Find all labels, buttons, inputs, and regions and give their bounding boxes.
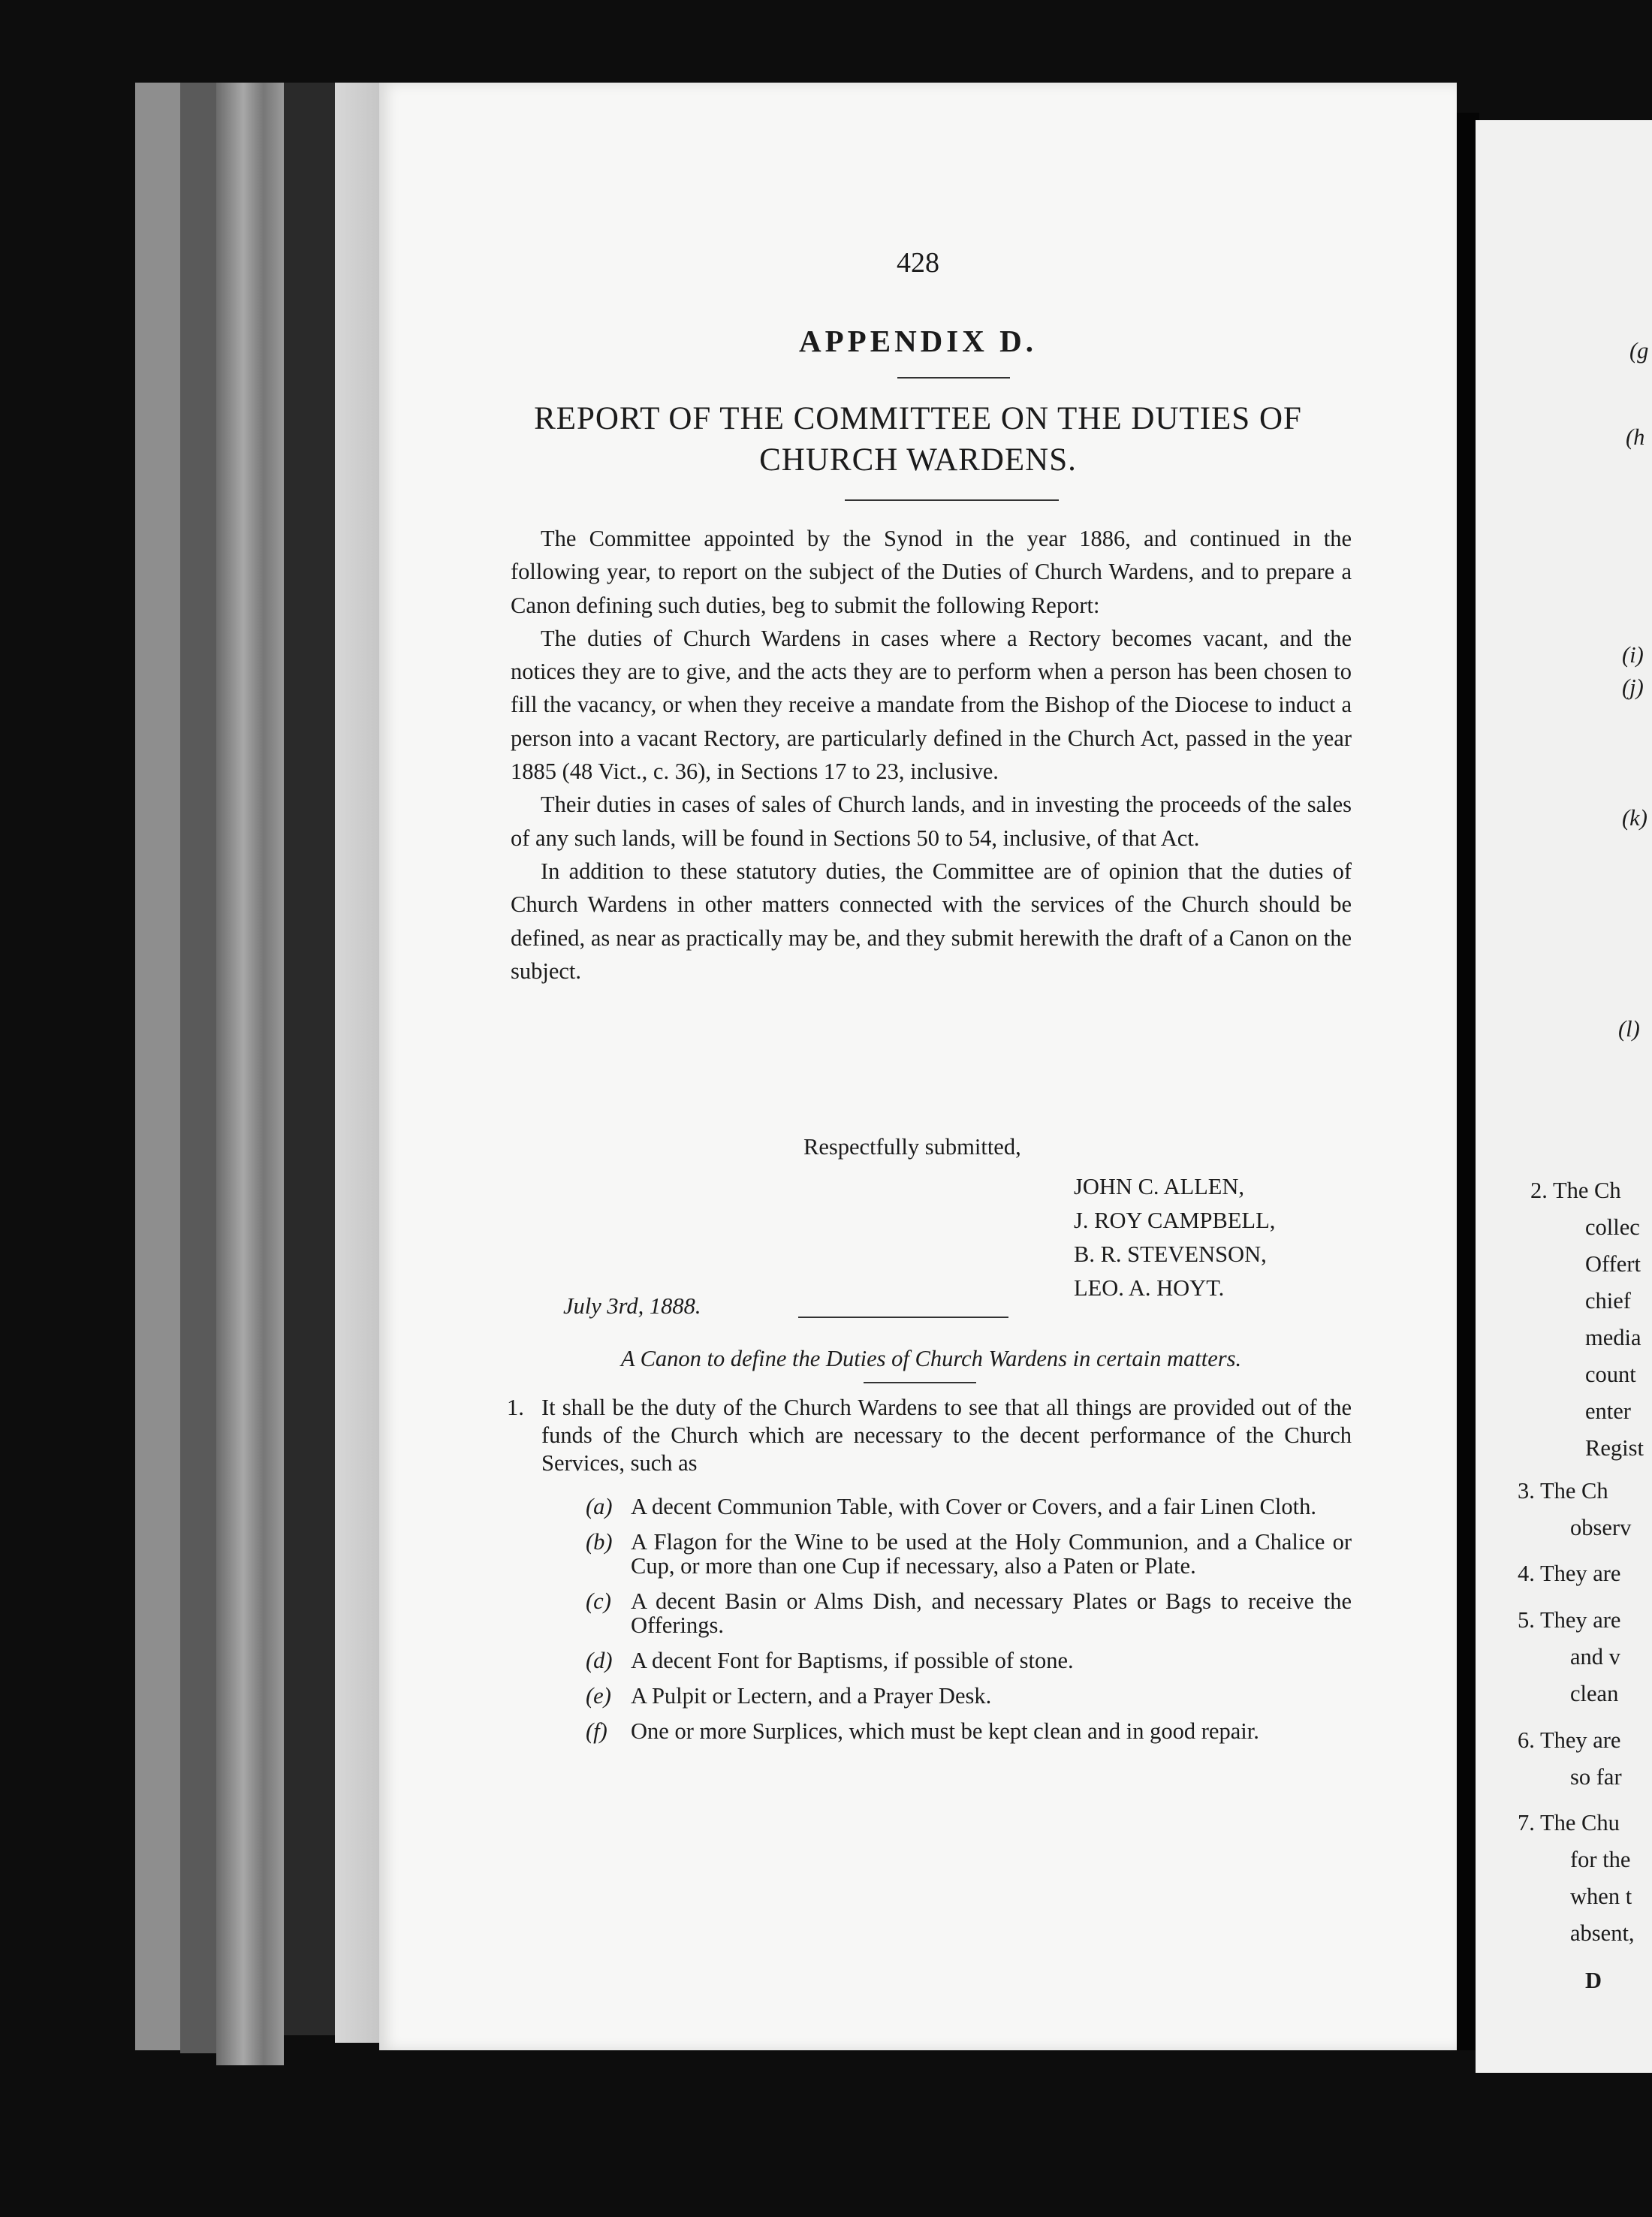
fragment: (i): [1622, 642, 1644, 668]
clause-text: It shall be the duty of the Church Wardens to see that all things are provided out of the funds of the Church which are necessary to the decent performance of the Church Services, such as: [541, 1395, 1352, 1476]
clause-number: 1.: [507, 1395, 524, 1420]
list-item: [586, 1684, 1352, 1708]
page-edge: [216, 83, 284, 2065]
item-letter: (a): [586, 1494, 613, 1519]
fragment: when t: [1570, 1884, 1632, 1909]
signatory: LEO. A. HOYT.: [1074, 1275, 1225, 1301]
item-letter: (d): [586, 1648, 613, 1673]
item-text: A decent Font for Baptisms, if possible of stone.: [631, 1648, 1074, 1673]
page-edge: [180, 83, 216, 2053]
paragraph: In addition to these statutory duties, the Committee are of opinion that the duties of Church Wardens in other matters connected with the services of the Church should be defined, as near as practically may be, and they submit herewith the draft of a Canon on the subject.: [511, 858, 1352, 984]
fragment: 3. The Ch: [1518, 1478, 1608, 1504]
fragment: Regist: [1585, 1435, 1644, 1461]
canon-title: A Canon to define the Duties of Church Wardens in certain matters.: [620, 1346, 1242, 1371]
divider: [897, 377, 1010, 379]
report-body: [511, 522, 1352, 988]
divider: [798, 1317, 1008, 1318]
fragment: Offert: [1585, 1251, 1641, 1277]
fragment: 7. The Chu: [1518, 1810, 1620, 1835]
signatories: [1074, 1170, 1275, 1305]
canon-clause: [507, 1394, 1352, 1477]
item-text: A decent Communion Table, with Cover or Covers, and a fair Linen Cloth.: [631, 1494, 1316, 1519]
fragment: 4. They are: [1518, 1561, 1621, 1586]
page-number: 428: [897, 247, 939, 279]
list-item: [586, 1648, 1352, 1673]
report-title: REPORT OF THE COMMITTEE ON THE DUTIES OF CHURCH WARDENS.: [534, 401, 1302, 478]
paragraph: Their duties in cases of sales of Church lands, and in investing the proceeds of the sales of any such lands, will be found in Sections 50 to 54, inclusive, of that Act.: [511, 792, 1352, 851]
appendix-heading: APPENDIX D.: [799, 324, 1037, 358]
list-item: [586, 1719, 1352, 1743]
fragment: chief: [1585, 1288, 1631, 1314]
fragment: so far: [1570, 1764, 1622, 1790]
page-edge: [335, 83, 380, 2043]
fragment: for the: [1570, 1847, 1631, 1872]
requirements-list: [586, 1495, 1352, 1754]
fragment: (h: [1626, 424, 1645, 450]
fragment: 6. They are: [1518, 1727, 1621, 1753]
fragment: collec: [1585, 1214, 1640, 1240]
page-edge: [135, 83, 180, 2050]
report-date: [563, 1293, 701, 1320]
divider: [845, 499, 1059, 501]
fragment: (k): [1622, 805, 1647, 831]
submitted-line: Respectfully submitted,: [803, 1134, 1021, 1160]
date-text: July 3rd, 1888.: [563, 1293, 701, 1319]
signatory: J. ROY CAMPBELL,: [1074, 1208, 1276, 1233]
fragment: and v: [1570, 1644, 1620, 1670]
fragment: absent,: [1570, 1920, 1635, 1946]
divider: [864, 1382, 976, 1383]
fragment: D: [1585, 1968, 1602, 1993]
fragment: count: [1585, 1362, 1636, 1387]
list-item: [586, 1589, 1352, 1637]
fragment: clean: [1570, 1681, 1619, 1706]
fragment: (j): [1622, 674, 1644, 700]
fragment: enter: [1585, 1398, 1631, 1424]
signatory: JOHN C. ALLEN,: [1074, 1174, 1245, 1199]
item-letter: (c): [586, 1588, 611, 1614]
item-text: A Pulpit or Lectern, and a Prayer Desk.: [631, 1683, 992, 1709]
item-text: A decent Basin or Alms Dish, and necessary Plates or Bags to receive the Offerings.: [631, 1588, 1352, 1638]
item-letter: (e): [586, 1683, 611, 1709]
fragment: observ: [1570, 1515, 1632, 1540]
list-item: [586, 1530, 1352, 1578]
item-text: One or more Surplices, which must be kept clean and in good repair.: [631, 1718, 1259, 1744]
fragment: (l): [1618, 1016, 1640, 1042]
fragment: 2. The Ch: [1530, 1178, 1621, 1203]
signatory: B. R. STEVENSON,: [1074, 1241, 1267, 1267]
fragment: 5. They are: [1518, 1607, 1621, 1633]
page-edge: [284, 83, 335, 2035]
item-letter: (b): [586, 1529, 613, 1555]
left-page: [379, 83, 1457, 2050]
fragment: media: [1585, 1325, 1641, 1350]
paragraph: The duties of Church Wardens in cases where a Rectory becomes vacant, and the notices they are to give, and the acts they are to perform when a person has been chosen to fill the vacancy, or when they receive a mandate from the Bishop of the Diocese to induct a person into a vacant Rectory, are particularly defined in the Church Act, passed in the year 1885 (48 Vict., c. 36), in Sections 17 to 23, inclusive.: [511, 625, 1352, 785]
fragment: (g: [1629, 338, 1649, 363]
list-item: [586, 1495, 1352, 1519]
paragraph: The Committee appointed by the Synod in the year 1886, and continued in the following year, to report on the subject of the Duties of Church Wardens, and to prepare a Canon defining such duties, beg to submit the following Report:: [511, 526, 1352, 618]
right-page: [1476, 120, 1652, 2073]
item-letter: (f): [586, 1718, 607, 1744]
item-text: A Flagon for the Wine to be used at the Holy Communion, and a Chalice or Cup, or more than one Cup if necessary, also a Paten or Plate.: [631, 1529, 1352, 1579]
